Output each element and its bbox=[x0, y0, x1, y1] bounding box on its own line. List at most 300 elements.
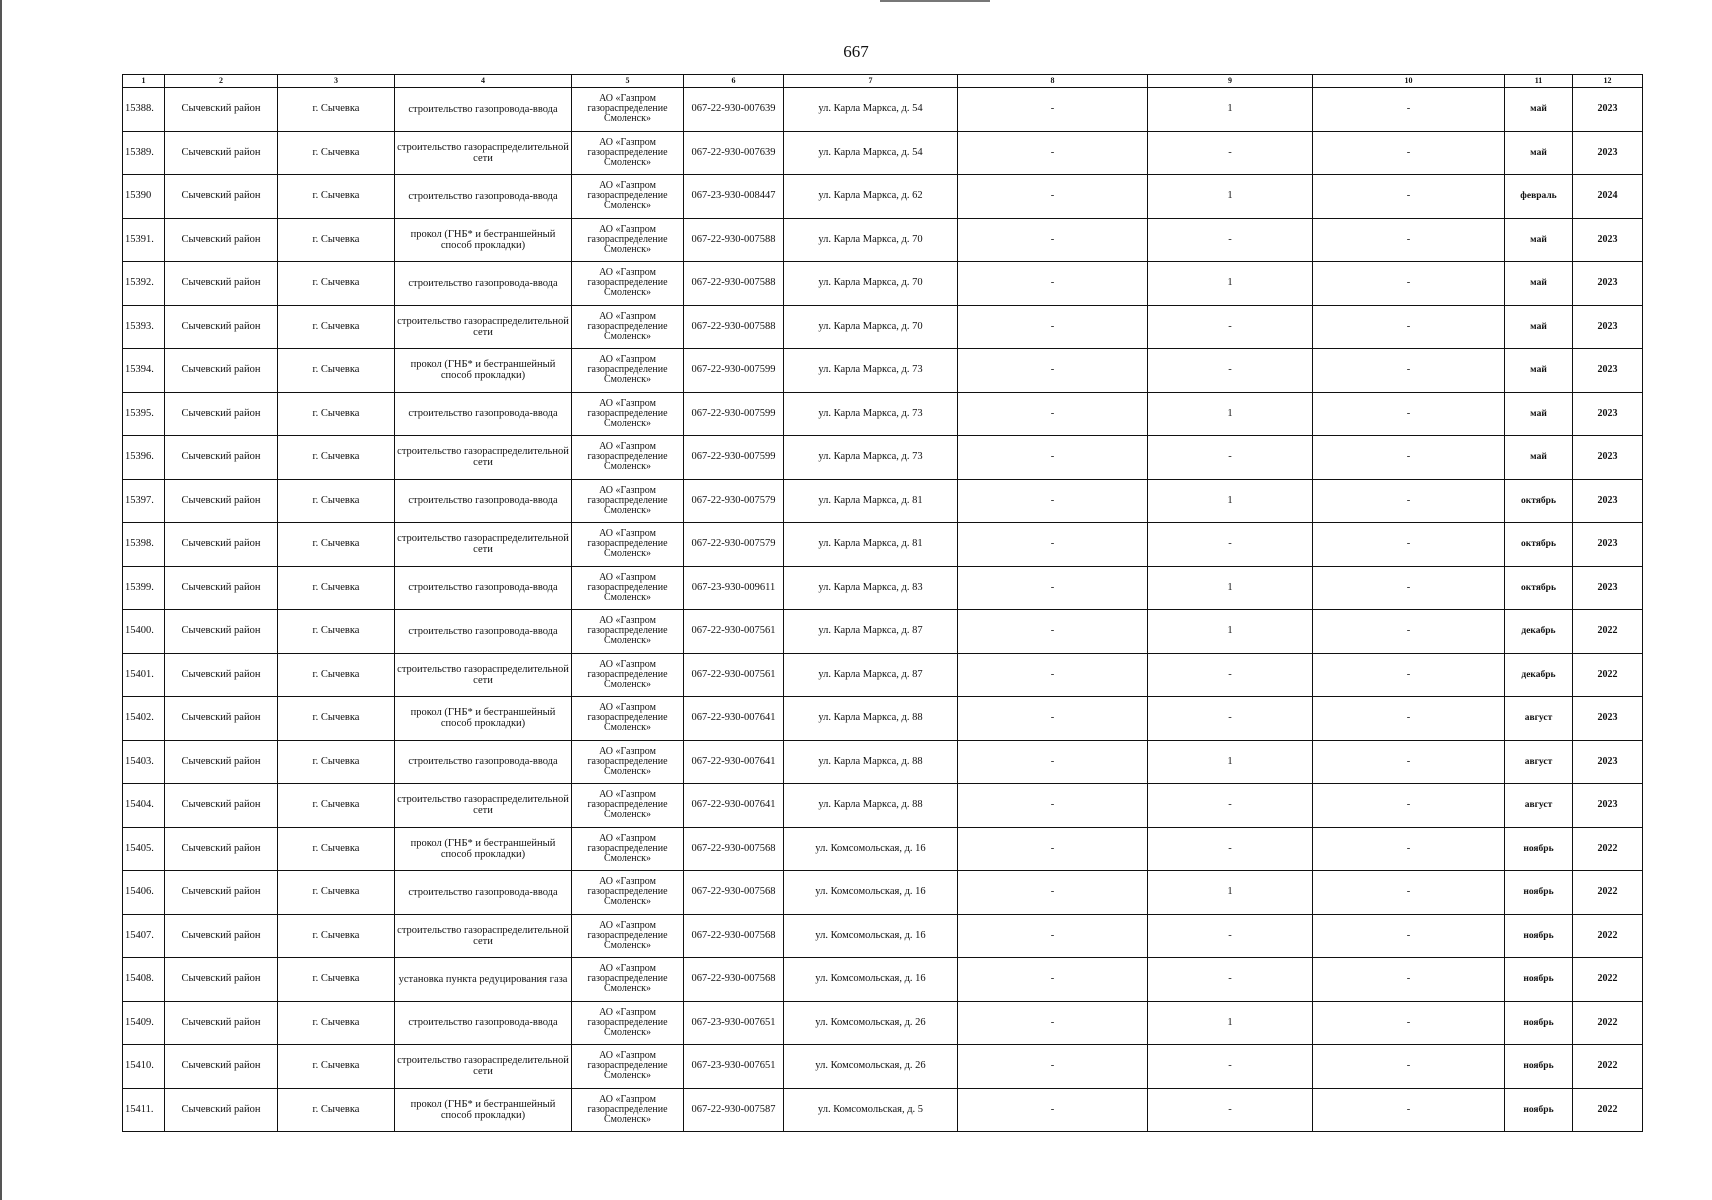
address-cell: ул. Карла Маркса, д. 88 bbox=[784, 784, 958, 828]
district-cell: Сычевский район bbox=[165, 88, 278, 132]
column-10-cell: - bbox=[1313, 88, 1505, 132]
city-cell: г. Сычевка bbox=[278, 131, 395, 175]
column-8-cell: - bbox=[958, 88, 1148, 132]
row-number-cell: 15391. bbox=[123, 218, 165, 262]
month-cell: октябрь bbox=[1505, 523, 1573, 567]
column-10-cell: - bbox=[1313, 349, 1505, 393]
organization-cell: АО «Газпром газораспределение Смоленск» bbox=[572, 871, 684, 915]
year-cell: 2023 bbox=[1573, 436, 1643, 480]
column-8-cell: - bbox=[958, 784, 1148, 828]
address-cell: ул. Карла Маркса, д. 70 bbox=[784, 305, 958, 349]
month-cell: октябрь bbox=[1505, 479, 1573, 523]
column-9-cell: - bbox=[1148, 653, 1313, 697]
page-number: 667 bbox=[843, 42, 869, 61]
city-cell: г. Сычевка bbox=[278, 610, 395, 654]
organization-cell: АО «Газпром газораспределение Смоленск» bbox=[572, 697, 684, 741]
column-10-cell: - bbox=[1313, 392, 1505, 436]
work-type-cell: прокол (ГНБ* и бестраншейный способ прокладки) bbox=[395, 349, 572, 393]
request-code-cell: 067-22-930-007599 bbox=[684, 349, 784, 393]
table-row bbox=[123, 827, 1643, 871]
column-9-cell: - bbox=[1148, 958, 1313, 1002]
column-9-cell: 1 bbox=[1148, 610, 1313, 654]
col-header-5: 5 bbox=[572, 75, 684, 88]
request-code-cell: 067-22-930-007639 bbox=[684, 131, 784, 175]
table-row bbox=[123, 697, 1643, 741]
column-10-cell: - bbox=[1313, 740, 1505, 784]
month-cell: май bbox=[1505, 305, 1573, 349]
address-cell: ул. Комсомольская, д. 26 bbox=[784, 1045, 958, 1089]
row-number-cell: 15396. bbox=[123, 436, 165, 480]
district-cell: Сычевский район bbox=[165, 871, 278, 915]
address-cell: ул. Карла Маркса, д. 73 bbox=[784, 392, 958, 436]
year-cell: 2023 bbox=[1573, 262, 1643, 306]
column-9-cell: - bbox=[1148, 305, 1313, 349]
column-8-cell: - bbox=[958, 958, 1148, 1002]
work-type-cell: строительство газораспределительной сети bbox=[395, 436, 572, 480]
row-number-cell: 15394. bbox=[123, 349, 165, 393]
table-row bbox=[123, 1088, 1643, 1132]
column-8-cell: - bbox=[958, 697, 1148, 741]
address-cell: ул. Карла Маркса, д. 87 bbox=[784, 653, 958, 697]
organization-cell: АО «Газпром газораспределение Смоленск» bbox=[572, 740, 684, 784]
column-10-cell: - bbox=[1313, 914, 1505, 958]
year-cell: 2022 bbox=[1573, 610, 1643, 654]
column-8-cell: - bbox=[958, 262, 1148, 306]
month-cell: ноябрь bbox=[1505, 1045, 1573, 1089]
column-8-cell: - bbox=[958, 349, 1148, 393]
column-9-cell: 1 bbox=[1148, 88, 1313, 132]
organization-cell: АО «Газпром газораспределение Смоленск» bbox=[572, 392, 684, 436]
col-header-1: 1 bbox=[123, 75, 165, 88]
address-cell: ул. Карла Маркса, д. 54 bbox=[784, 131, 958, 175]
month-cell: май bbox=[1505, 218, 1573, 262]
column-9-cell: 1 bbox=[1148, 175, 1313, 219]
work-type-cell: прокол (ГНБ* и бестраншейный способ прокладки) bbox=[395, 697, 572, 741]
row-number-cell: 15403. bbox=[123, 740, 165, 784]
district-cell: Сычевский район bbox=[165, 740, 278, 784]
address-cell: ул. Карла Маркса, д. 70 bbox=[784, 218, 958, 262]
request-code-cell: 067-22-930-007641 bbox=[684, 697, 784, 741]
row-number-cell: 15406. bbox=[123, 871, 165, 915]
year-cell: 2022 bbox=[1573, 1088, 1643, 1132]
column-8-cell: - bbox=[958, 1088, 1148, 1132]
column-9-cell: 1 bbox=[1148, 566, 1313, 610]
city-cell: г. Сычевка bbox=[278, 827, 395, 871]
table-row bbox=[123, 740, 1643, 784]
district-cell: Сычевский район bbox=[165, 1045, 278, 1089]
col-header-9: 9 bbox=[1148, 75, 1313, 88]
month-cell: ноябрь bbox=[1505, 914, 1573, 958]
column-8-cell: - bbox=[958, 479, 1148, 523]
address-cell: ул. Карла Маркса, д. 73 bbox=[784, 436, 958, 480]
address-cell: ул. Комсомольская, д. 16 bbox=[784, 914, 958, 958]
registry-table bbox=[122, 74, 1643, 1132]
column-8-cell: - bbox=[958, 218, 1148, 262]
organization-cell: АО «Газпром газораспределение Смоленск» bbox=[572, 218, 684, 262]
year-cell: 2024 bbox=[1573, 175, 1643, 219]
request-code-cell: 067-22-930-007579 bbox=[684, 523, 784, 567]
column-9-cell: 1 bbox=[1148, 1001, 1313, 1045]
request-code-cell: 067-22-930-007561 bbox=[684, 610, 784, 654]
city-cell: г. Сычевка bbox=[278, 523, 395, 567]
year-cell: 2023 bbox=[1573, 523, 1643, 567]
month-cell: ноябрь bbox=[1505, 1088, 1573, 1132]
city-cell: г. Сычевка bbox=[278, 88, 395, 132]
address-cell: ул. Комсомольская, д. 16 bbox=[784, 827, 958, 871]
year-cell: 2023 bbox=[1573, 697, 1643, 741]
organization-cell: АО «Газпром газораспределение Смоленск» bbox=[572, 827, 684, 871]
column-9-cell: - bbox=[1148, 218, 1313, 262]
column-number-header bbox=[123, 75, 1643, 88]
address-cell: ул. Комсомольская, д. 16 bbox=[784, 871, 958, 915]
city-cell: г. Сычевка bbox=[278, 784, 395, 828]
table-row bbox=[123, 784, 1643, 828]
row-number-cell: 15400. bbox=[123, 610, 165, 654]
column-8-cell: - bbox=[958, 871, 1148, 915]
year-cell: 2023 bbox=[1573, 740, 1643, 784]
year-cell: 2022 bbox=[1573, 958, 1643, 1002]
request-code-cell: 067-22-930-007639 bbox=[684, 88, 784, 132]
district-cell: Сычевский район bbox=[165, 262, 278, 306]
table-row bbox=[123, 218, 1643, 262]
organization-cell: АО «Газпром газораспределение Смоленск» bbox=[572, 914, 684, 958]
work-type-cell: строительство газопровода-ввода bbox=[395, 610, 572, 654]
year-cell: 2023 bbox=[1573, 218, 1643, 262]
column-9-cell: - bbox=[1148, 914, 1313, 958]
month-cell: декабрь bbox=[1505, 653, 1573, 697]
district-cell: Сычевский район bbox=[165, 1001, 278, 1045]
column-10-cell: - bbox=[1313, 610, 1505, 654]
month-cell: май bbox=[1505, 349, 1573, 393]
table-row bbox=[123, 131, 1643, 175]
work-type-cell: строительство газопровода-ввода bbox=[395, 88, 572, 132]
request-code-cell: 067-22-930-007588 bbox=[684, 305, 784, 349]
organization-cell: АО «Газпром газораспределение Смоленск» bbox=[572, 958, 684, 1002]
column-8-cell: - bbox=[958, 175, 1148, 219]
city-cell: г. Сычевка bbox=[278, 740, 395, 784]
city-cell: г. Сычевка bbox=[278, 305, 395, 349]
city-cell: г. Сычевка bbox=[278, 653, 395, 697]
organization-cell: АО «Газпром газораспределение Смоленск» bbox=[572, 131, 684, 175]
district-cell: Сычевский район bbox=[165, 566, 278, 610]
district-cell: Сычевский район bbox=[165, 479, 278, 523]
column-10-cell: - bbox=[1313, 1088, 1505, 1132]
district-cell: Сычевский район bbox=[165, 349, 278, 393]
column-10-cell: - bbox=[1313, 566, 1505, 610]
column-8-cell: - bbox=[958, 523, 1148, 567]
column-8-cell: - bbox=[958, 1001, 1148, 1045]
column-10-cell: - bbox=[1313, 697, 1505, 741]
row-number-cell: 15402. bbox=[123, 697, 165, 741]
table-row bbox=[123, 175, 1643, 219]
row-number-cell: 15395. bbox=[123, 392, 165, 436]
column-10-cell: - bbox=[1313, 1001, 1505, 1045]
row-number-cell: 15397. bbox=[123, 479, 165, 523]
column-10-cell: - bbox=[1313, 653, 1505, 697]
request-code-cell: 067-23-930-007651 bbox=[684, 1001, 784, 1045]
col-header-2: 2 bbox=[165, 75, 278, 88]
address-cell: ул. Карла Маркса, д. 81 bbox=[784, 479, 958, 523]
organization-cell: АО «Газпром газораспределение Смоленск» bbox=[572, 305, 684, 349]
row-number-cell: 15393. bbox=[123, 305, 165, 349]
row-number-cell: 15399. bbox=[123, 566, 165, 610]
row-number-cell: 15410. bbox=[123, 1045, 165, 1089]
col-header-3: 3 bbox=[278, 75, 395, 88]
organization-cell: АО «Газпром газораспределение Смоленск» bbox=[572, 1001, 684, 1045]
column-9-cell: - bbox=[1148, 697, 1313, 741]
district-cell: Сычевский район bbox=[165, 958, 278, 1002]
district-cell: Сычевский район bbox=[165, 914, 278, 958]
column-8-cell: - bbox=[958, 305, 1148, 349]
request-code-cell: 067-22-930-007599 bbox=[684, 392, 784, 436]
request-code-cell: 067-22-930-007587 bbox=[684, 1088, 784, 1132]
year-cell: 2023 bbox=[1573, 566, 1643, 610]
row-number-cell: 15398. bbox=[123, 523, 165, 567]
table-row bbox=[123, 262, 1643, 306]
table-row bbox=[123, 349, 1643, 393]
month-cell: август bbox=[1505, 740, 1573, 784]
work-type-cell: прокол (ГНБ* и бестраншейный способ прокладки) bbox=[395, 827, 572, 871]
district-cell: Сычевский район bbox=[165, 610, 278, 654]
work-type-cell: строительство газопровода-ввода bbox=[395, 262, 572, 306]
column-9-cell: 1 bbox=[1148, 871, 1313, 915]
organization-cell: АО «Газпром газораспределение Смоленск» bbox=[572, 523, 684, 567]
row-number-cell: 15408. bbox=[123, 958, 165, 1002]
work-type-cell: строительство газопровода-ввода bbox=[395, 479, 572, 523]
col-header-12: 12 bbox=[1573, 75, 1643, 88]
address-cell: ул. Комсомольская, д. 16 bbox=[784, 958, 958, 1002]
month-cell: май bbox=[1505, 436, 1573, 480]
work-type-cell: строительство газораспределительной сети bbox=[395, 653, 572, 697]
column-10-cell: - bbox=[1313, 958, 1505, 1002]
row-number-cell: 15404. bbox=[123, 784, 165, 828]
work-type-cell: строительство газораспределительной сети bbox=[395, 914, 572, 958]
district-cell: Сычевский район bbox=[165, 784, 278, 828]
year-cell: 2023 bbox=[1573, 479, 1643, 523]
month-cell: май bbox=[1505, 88, 1573, 132]
month-cell: август bbox=[1505, 784, 1573, 828]
request-code-cell: 067-22-930-007599 bbox=[684, 436, 784, 480]
row-number-cell: 15405. bbox=[123, 827, 165, 871]
city-cell: г. Сычевка bbox=[278, 1088, 395, 1132]
work-type-cell: строительство газораспределительной сети bbox=[395, 305, 572, 349]
district-cell: Сычевский район bbox=[165, 827, 278, 871]
address-cell: ул. Карла Маркса, д. 88 bbox=[784, 740, 958, 784]
table-row bbox=[123, 610, 1643, 654]
col-header-7: 7 bbox=[784, 75, 958, 88]
year-cell: 2023 bbox=[1573, 131, 1643, 175]
organization-cell: АО «Газпром газораспределение Смоленск» bbox=[572, 1088, 684, 1132]
request-code-cell: 067-22-930-007641 bbox=[684, 740, 784, 784]
column-8-cell: - bbox=[958, 1045, 1148, 1089]
month-cell: февраль bbox=[1505, 175, 1573, 219]
month-cell: май bbox=[1505, 392, 1573, 436]
row-number-cell: 15388. bbox=[123, 88, 165, 132]
district-cell: Сычевский район bbox=[165, 131, 278, 175]
address-cell: ул. Карла Маркса, д. 88 bbox=[784, 697, 958, 741]
column-10-cell: - bbox=[1313, 871, 1505, 915]
district-cell: Сычевский район bbox=[165, 218, 278, 262]
month-cell: ноябрь bbox=[1505, 871, 1573, 915]
column-9-cell: 1 bbox=[1148, 740, 1313, 784]
city-cell: г. Сычевка bbox=[278, 262, 395, 306]
column-9-cell: - bbox=[1148, 784, 1313, 828]
column-8-cell: - bbox=[958, 653, 1148, 697]
address-cell: ул. Комсомольская, д. 5 bbox=[784, 1088, 958, 1132]
address-cell: ул. Карла Маркса, д. 70 bbox=[784, 262, 958, 306]
column-10-cell: - bbox=[1313, 131, 1505, 175]
city-cell: г. Сычевка bbox=[278, 436, 395, 480]
city-cell: г. Сычевка bbox=[278, 218, 395, 262]
scan-left-edge bbox=[0, 0, 2, 1200]
scan-top-mark bbox=[880, 0, 990, 2]
year-cell: 2023 bbox=[1573, 349, 1643, 393]
organization-cell: АО «Газпром газораспределение Смоленск» bbox=[572, 349, 684, 393]
city-cell: г. Сычевка bbox=[278, 349, 395, 393]
table-row bbox=[123, 958, 1643, 1002]
table-row bbox=[123, 566, 1643, 610]
request-code-cell: 067-22-930-007588 bbox=[684, 262, 784, 306]
row-number-cell: 15401. bbox=[123, 653, 165, 697]
request-code-cell: 067-22-930-007579 bbox=[684, 479, 784, 523]
work-type-cell: установка пункта редуцирования газа bbox=[395, 958, 572, 1002]
table-row bbox=[123, 479, 1643, 523]
column-10-cell: - bbox=[1313, 784, 1505, 828]
column-9-cell: 1 bbox=[1148, 479, 1313, 523]
column-9-cell: 1 bbox=[1148, 392, 1313, 436]
request-code-cell: 067-22-930-007588 bbox=[684, 218, 784, 262]
address-cell: ул. Карла Маркса, д. 87 bbox=[784, 610, 958, 654]
col-header-11: 11 bbox=[1505, 75, 1573, 88]
city-cell: г. Сычевка bbox=[278, 566, 395, 610]
work-type-cell: строительство газопровода-ввода bbox=[395, 871, 572, 915]
col-header-4: 4 bbox=[395, 75, 572, 88]
organization-cell: АО «Газпром газораспределение Смоленск» bbox=[572, 1045, 684, 1089]
organization-cell: АО «Газпром газораспределение Смоленск» bbox=[572, 479, 684, 523]
city-cell: г. Сычевка bbox=[278, 479, 395, 523]
work-type-cell: прокол (ГНБ* и бестраншейный способ прокладки) bbox=[395, 1088, 572, 1132]
request-code-cell: 067-23-930-009611 bbox=[684, 566, 784, 610]
work-type-cell: строительство газопровода-ввода bbox=[395, 740, 572, 784]
table-row bbox=[123, 88, 1643, 132]
request-code-cell: 067-22-930-007568 bbox=[684, 914, 784, 958]
table-row bbox=[123, 1001, 1643, 1045]
city-cell: г. Сычевка bbox=[278, 697, 395, 741]
table-body bbox=[123, 88, 1643, 1132]
organization-cell: АО «Газпром газораспределение Смоленск» bbox=[572, 566, 684, 610]
work-type-cell: строительство газопровода-ввода bbox=[395, 175, 572, 219]
col-header-6: 6 bbox=[684, 75, 784, 88]
table-row bbox=[123, 653, 1643, 697]
address-cell: ул. Карла Маркса, д. 73 bbox=[784, 349, 958, 393]
month-cell: октябрь bbox=[1505, 566, 1573, 610]
year-cell: 2023 bbox=[1573, 392, 1643, 436]
district-cell: Сычевский район bbox=[165, 305, 278, 349]
column-9-cell: 1 bbox=[1148, 262, 1313, 306]
month-cell: ноябрь bbox=[1505, 827, 1573, 871]
year-cell: 2022 bbox=[1573, 914, 1643, 958]
request-code-cell: 067-23-930-007651 bbox=[684, 1045, 784, 1089]
column-10-cell: - bbox=[1313, 305, 1505, 349]
year-cell: 2023 bbox=[1573, 784, 1643, 828]
address-cell: ул. Карла Маркса, д. 81 bbox=[784, 523, 958, 567]
row-number-cell: 15389. bbox=[123, 131, 165, 175]
organization-cell: АО «Газпром газораспределение Смоленск» bbox=[572, 610, 684, 654]
table-row bbox=[123, 305, 1643, 349]
row-number-cell: 15390 bbox=[123, 175, 165, 219]
work-type-cell: строительство газораспределительной сети bbox=[395, 1045, 572, 1089]
district-cell: Сычевский район bbox=[165, 392, 278, 436]
table-row bbox=[123, 523, 1643, 567]
district-cell: Сычевский район bbox=[165, 436, 278, 480]
month-cell: май bbox=[1505, 262, 1573, 306]
year-cell: 2023 bbox=[1573, 88, 1643, 132]
column-10-cell: - bbox=[1313, 827, 1505, 871]
table-row bbox=[123, 914, 1643, 958]
column-10-cell: - bbox=[1313, 523, 1505, 567]
organization-cell: АО «Газпром газораспределение Смоленск» bbox=[572, 88, 684, 132]
column-9-cell: - bbox=[1148, 349, 1313, 393]
column-9-cell: - bbox=[1148, 523, 1313, 567]
table-row bbox=[123, 1045, 1643, 1089]
district-cell: Сычевский район bbox=[165, 175, 278, 219]
city-cell: г. Сычевка bbox=[278, 871, 395, 915]
year-cell: 2022 bbox=[1573, 1001, 1643, 1045]
city-cell: г. Сычевка bbox=[278, 1045, 395, 1089]
city-cell: г. Сычевка bbox=[278, 175, 395, 219]
request-code-cell: 067-22-930-007568 bbox=[684, 958, 784, 1002]
work-type-cell: строительство газораспределительной сети bbox=[395, 523, 572, 567]
address-cell: ул. Карла Маркса, д. 62 bbox=[784, 175, 958, 219]
organization-cell: АО «Газпром газораспределение Смоленск» bbox=[572, 784, 684, 828]
organization-cell: АО «Газпром газораспределение Смоленск» bbox=[572, 653, 684, 697]
column-9-cell: - bbox=[1148, 1088, 1313, 1132]
work-type-cell: строительство газопровода-ввода bbox=[395, 392, 572, 436]
column-9-cell: - bbox=[1148, 1045, 1313, 1089]
col-header-10: 10 bbox=[1313, 75, 1505, 88]
request-code-cell: 067-22-930-007561 bbox=[684, 653, 784, 697]
column-9-cell: - bbox=[1148, 131, 1313, 175]
row-number-cell: 15411. bbox=[123, 1088, 165, 1132]
city-cell: г. Сычевка bbox=[278, 1001, 395, 1045]
column-9-cell: - bbox=[1148, 436, 1313, 480]
row-number-cell: 15392. bbox=[123, 262, 165, 306]
row-number-cell: 15409. bbox=[123, 1001, 165, 1045]
month-cell: май bbox=[1505, 131, 1573, 175]
table-row bbox=[123, 871, 1643, 915]
column-10-cell: - bbox=[1313, 262, 1505, 306]
year-cell: 2022 bbox=[1573, 1045, 1643, 1089]
address-cell: ул. Карла Маркса, д. 54 bbox=[784, 88, 958, 132]
city-cell: г. Сычевка bbox=[278, 958, 395, 1002]
column-10-cell: - bbox=[1313, 1045, 1505, 1089]
organization-cell: АО «Газпром газораспределение Смоленск» bbox=[572, 436, 684, 480]
city-cell: г. Сычевка bbox=[278, 392, 395, 436]
address-cell: ул. Комсомольская, д. 26 bbox=[784, 1001, 958, 1045]
organization-cell: АО «Газпром газораспределение Смоленск» bbox=[572, 175, 684, 219]
work-type-cell: строительство газораспределительной сети bbox=[395, 784, 572, 828]
column-10-cell: - bbox=[1313, 436, 1505, 480]
work-type-cell: прокол (ГНБ* и бестраншейный способ прокладки) bbox=[395, 218, 572, 262]
month-cell: август bbox=[1505, 697, 1573, 741]
column-10-cell: - bbox=[1313, 218, 1505, 262]
work-type-cell: строительство газопровода-ввода bbox=[395, 1001, 572, 1045]
organization-cell: АО «Газпром газораспределение Смоленск» bbox=[572, 262, 684, 306]
year-cell: 2022 bbox=[1573, 871, 1643, 915]
year-cell: 2022 bbox=[1573, 827, 1643, 871]
column-8-cell: - bbox=[958, 610, 1148, 654]
city-cell: г. Сычевка bbox=[278, 914, 395, 958]
